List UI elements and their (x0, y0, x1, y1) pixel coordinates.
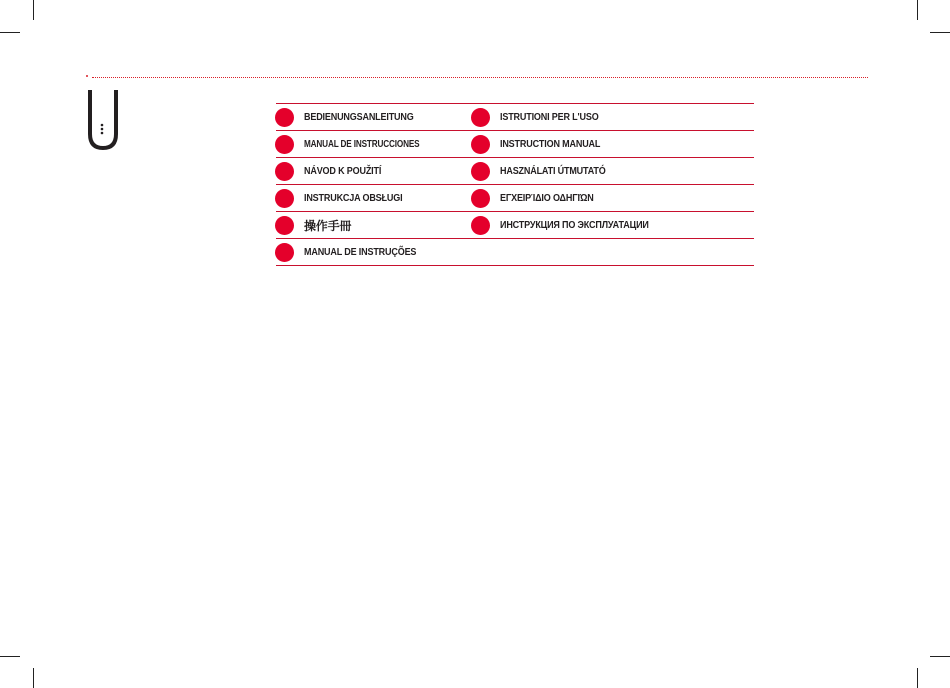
red-circle-bullet-icon (471, 108, 490, 127)
manual-title-label: MANUAL DE INSTRUÇÕES (304, 246, 417, 258)
crop-mark-top-left-v (33, 0, 34, 20)
manual-title-label: ИНСТРУКЦИЯ ПО ЭКСПЛУАТАЦИИ (500, 219, 649, 231)
red-circle-bullet-icon (275, 216, 294, 235)
crop-mark-bottom-left-v (33, 668, 34, 688)
red-circle-bullet-icon (275, 189, 294, 208)
manual-title-label: INSTRUCTION MANUAL (500, 138, 601, 150)
manual-title-table (276, 103, 754, 266)
empty-cell (472, 239, 754, 265)
rule-start-dot (86, 75, 88, 77)
crop-mark-top-right-v (917, 0, 918, 20)
table-row (276, 157, 754, 184)
language-entry (276, 239, 472, 265)
table-row (276, 211, 754, 238)
dotted-header-rule (92, 77, 868, 78)
language-entry (276, 212, 472, 238)
red-circle-bullet-icon (471, 162, 490, 181)
red-circle-bullet-icon (275, 243, 294, 262)
language-entry (472, 104, 754, 130)
manual-title-label: BEDIENUNGSANLEITUNG (304, 111, 414, 123)
red-circle-bullet-icon (275, 135, 294, 154)
language-entry (276, 185, 472, 211)
u-shape-logo-icon (86, 88, 120, 157)
crop-mark-top-left-h (0, 32, 20, 33)
manual-title-label: ISTRUTIONI PER L'USO (500, 111, 599, 123)
manual-title-label: 操作手冊 (304, 218, 352, 233)
red-circle-bullet-icon (275, 162, 294, 181)
language-entry (472, 185, 754, 211)
crop-mark-bottom-right-h (930, 656, 950, 657)
red-circle-bullet-icon (471, 189, 490, 208)
red-circle-bullet-icon (471, 216, 490, 235)
manual-title-label: ΕΓΧΕΙΡΊΔΙΟ ΟΔΗΓΙΏΝ (500, 192, 594, 204)
manual-title-label: HASZNÁLATI ÚTMUTATÓ (500, 165, 606, 177)
crop-mark-bottom-right-v (917, 668, 918, 688)
language-entry (472, 131, 754, 157)
red-circle-bullet-icon (471, 135, 490, 154)
language-entry (276, 104, 472, 130)
manual-title-label: INSTRUKCJA OBSŁUGI (304, 192, 403, 204)
red-circle-bullet-icon (275, 108, 294, 127)
language-entry (472, 212, 754, 238)
manual-title-label: NÁVOD K POUŽITÍ (304, 165, 382, 177)
table-row (276, 184, 754, 211)
table-row (276, 130, 754, 157)
language-entry (276, 158, 472, 184)
language-entry (472, 158, 754, 184)
manual-title-label: MANUAL DE INSTRUCCIONES (304, 138, 420, 150)
crop-mark-bottom-left-h (0, 656, 20, 657)
table-row (276, 238, 754, 266)
language-entry (276, 131, 472, 157)
crop-mark-top-right-h (930, 32, 950, 33)
table-row (276, 103, 754, 130)
